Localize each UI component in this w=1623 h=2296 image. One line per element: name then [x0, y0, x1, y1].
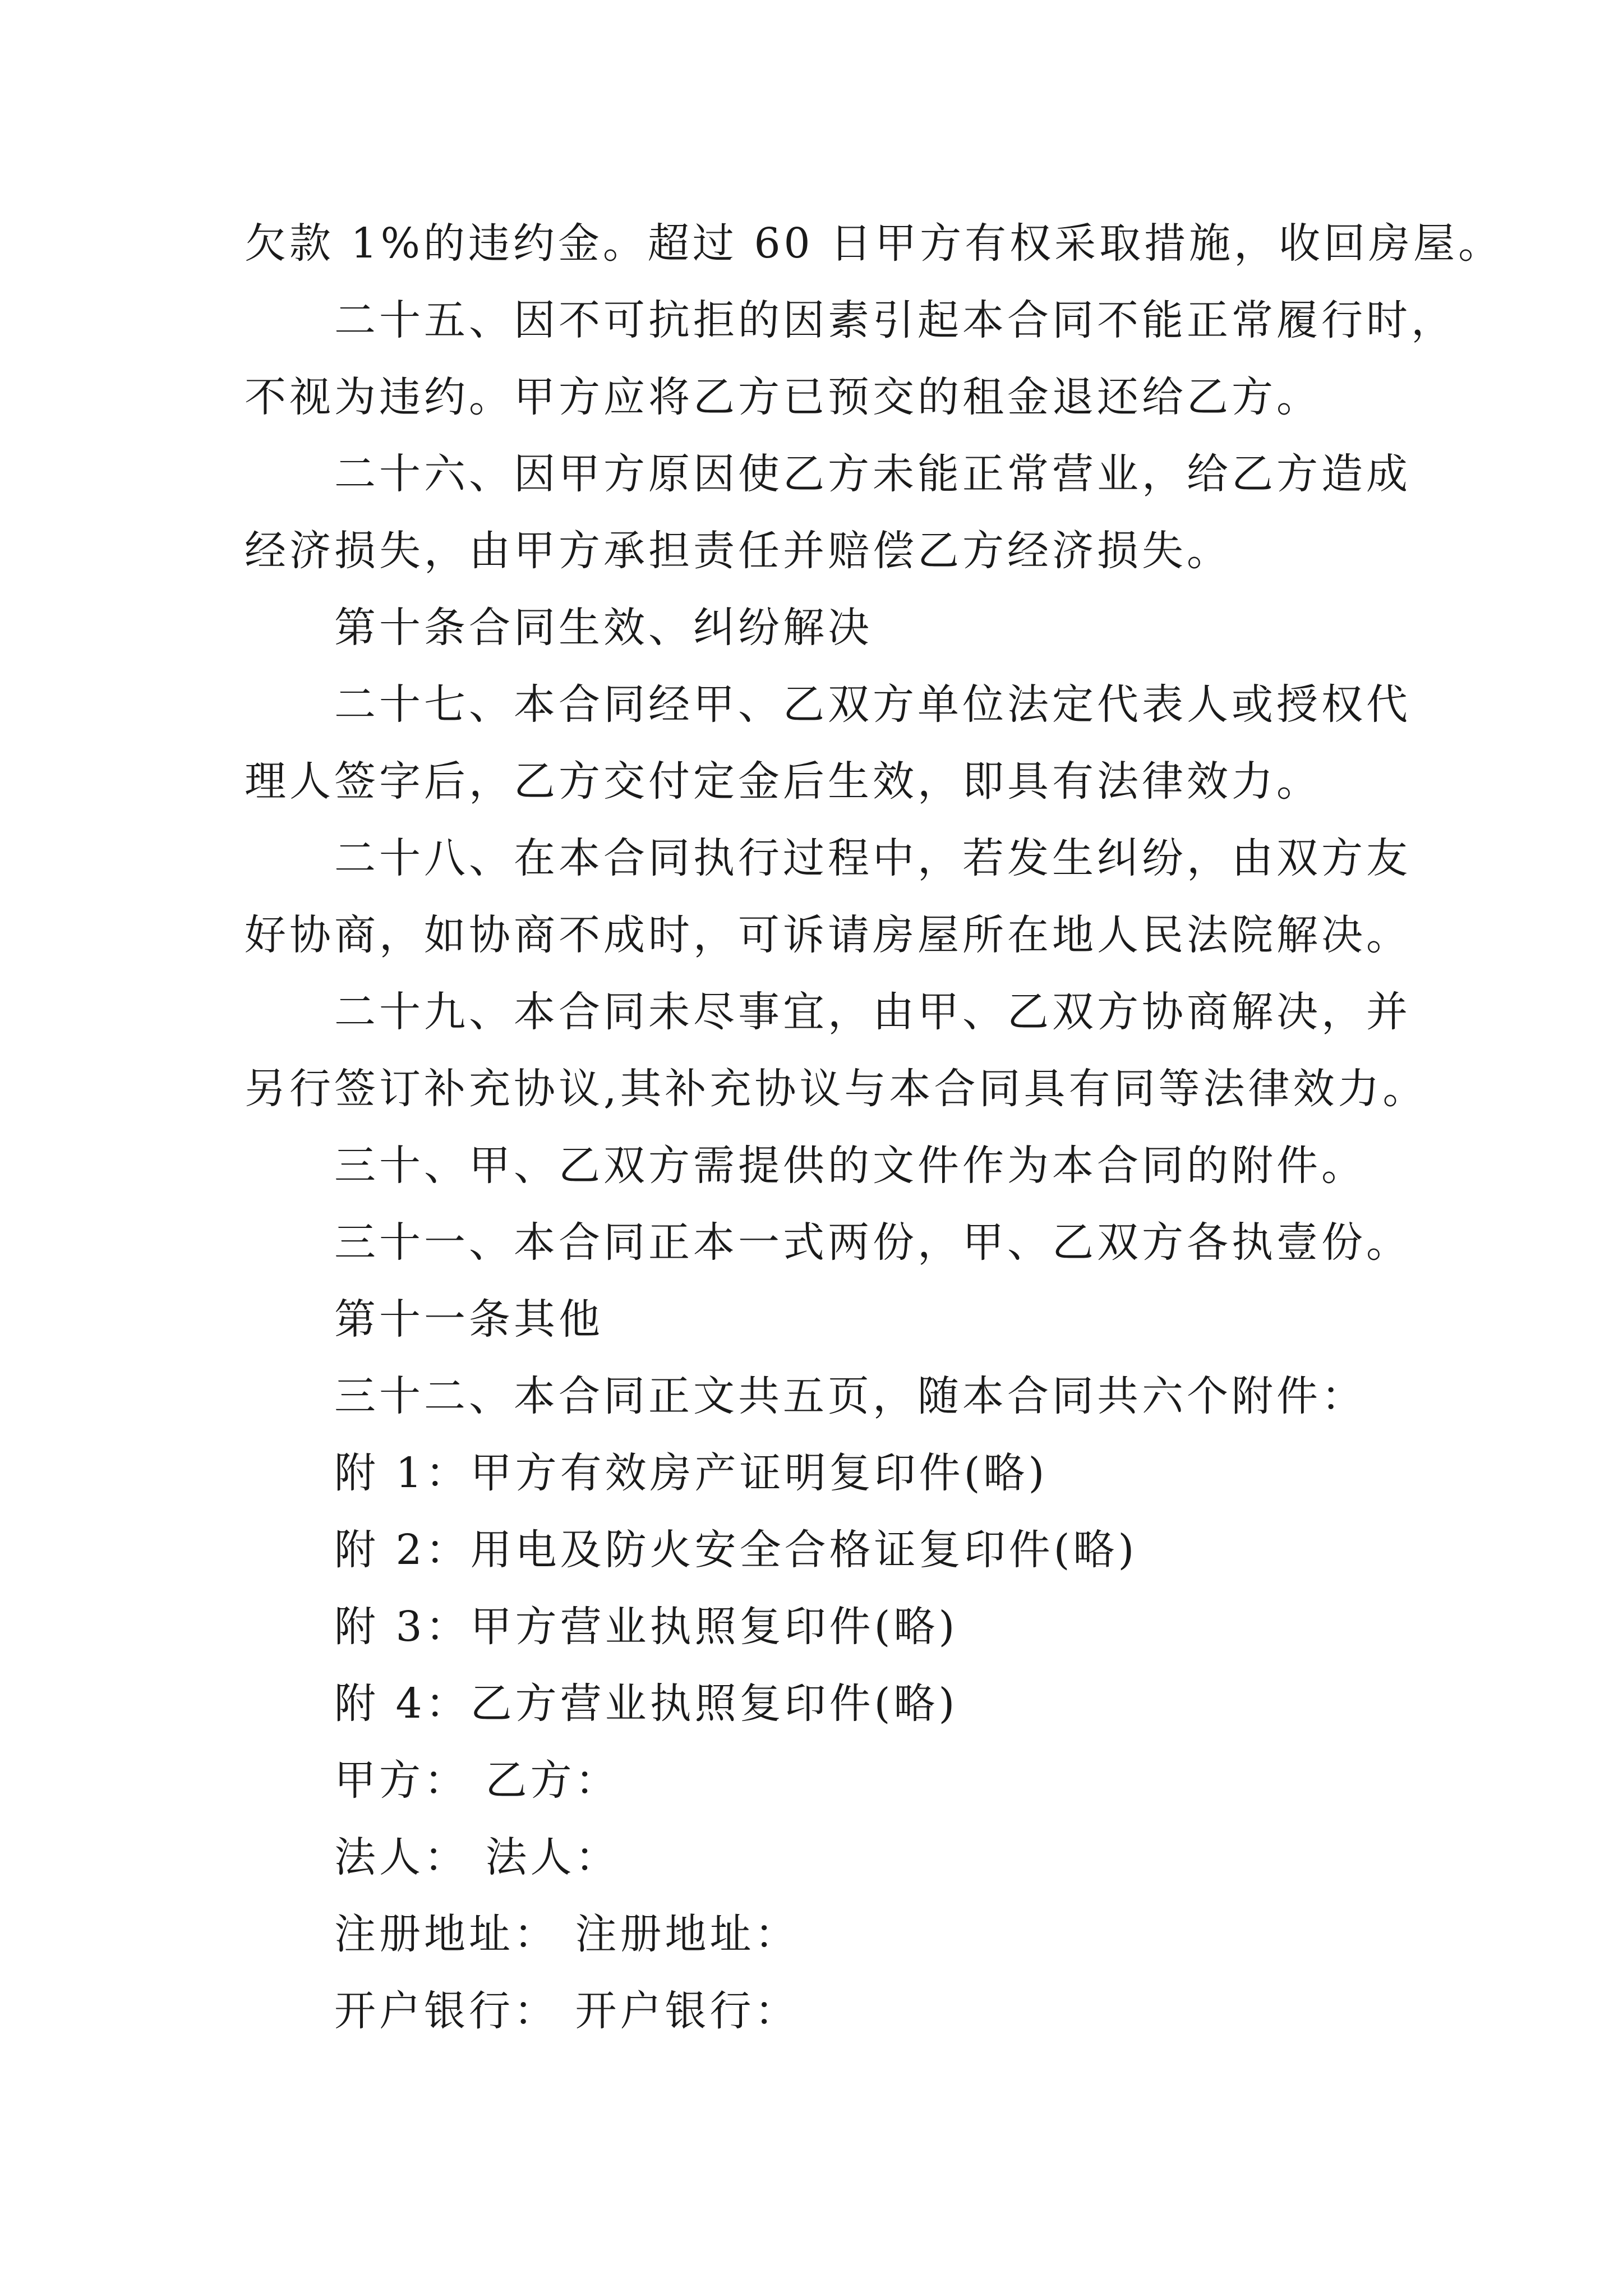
text-line: 三十二、本合同正文共五页，随本合同共六个附件：	[334, 1372, 1366, 1420]
signature-address-line: 注册地址： 注册地址：	[334, 1910, 800, 1958]
section-heading: 第十一条其他	[334, 1295, 603, 1343]
text-line: 二十七、本合同经甲、乙双方单位法定代表人或授权代	[334, 680, 1411, 729]
text-line: 好协商，如协商不成时，可诉请房屋所在地人民法院解决。	[245, 911, 1411, 959]
attachment-item: 附 1：甲方有效房产证明复印件(略)	[334, 1449, 1048, 1497]
attachment-item: 附 2：用电及防火安全合格证复印件(略)	[334, 1526, 1138, 1574]
text-line: 经济损失，由甲方承担责任并赔偿乙方经济损失。	[245, 527, 1232, 575]
attachment-item: 附 3：甲方营业执照复印件(略)	[334, 1603, 958, 1651]
text-line: 欠款 1%的违约金。超过 60 日甲方有权采取措施，收回房屋。	[245, 219, 1504, 268]
text-line: 另行签订补充协议,其补充协议与本合同具有同等法律效力。	[245, 1065, 1428, 1113]
text-line: 三十、甲、乙双方需提供的文件作为本合同的附件。	[334, 1142, 1366, 1190]
signature-legal-person-line: 法人： 法人：	[334, 1833, 620, 1881]
attachment-item: 附 4：乙方营业执照复印件(略)	[334, 1680, 958, 1728]
text-line: 不视为违约。甲方应将乙方已预交的租金退还给乙方。	[245, 373, 1321, 421]
text-line: 二十九、本合同未尽事宜，由甲、乙双方协商解决，并	[334, 988, 1411, 1036]
section-heading: 第十条合同生效、纠纷解决	[334, 604, 873, 652]
signature-bank-line: 开户银行： 开户银行：	[334, 1987, 800, 2035]
text-line: 理人签字后，乙方交付定金后生效，即具有法律效力。	[245, 757, 1321, 806]
text-line: 二十八、在本合同执行过程中，若发生纠纷，由双方友	[334, 834, 1411, 882]
text-line: 三十一、本合同正本一式两份，甲、乙双方各执壹份。	[334, 1218, 1411, 1267]
text-line: 二十五、因不可抗拒的因素引起本合同不能正常履行时，	[334, 296, 1456, 344]
signature-party-line: 甲方： 乙方：	[334, 1756, 620, 1805]
text-line: 二十六、因甲方原因使乙方未能正常营业，给乙方造成	[334, 450, 1411, 498]
